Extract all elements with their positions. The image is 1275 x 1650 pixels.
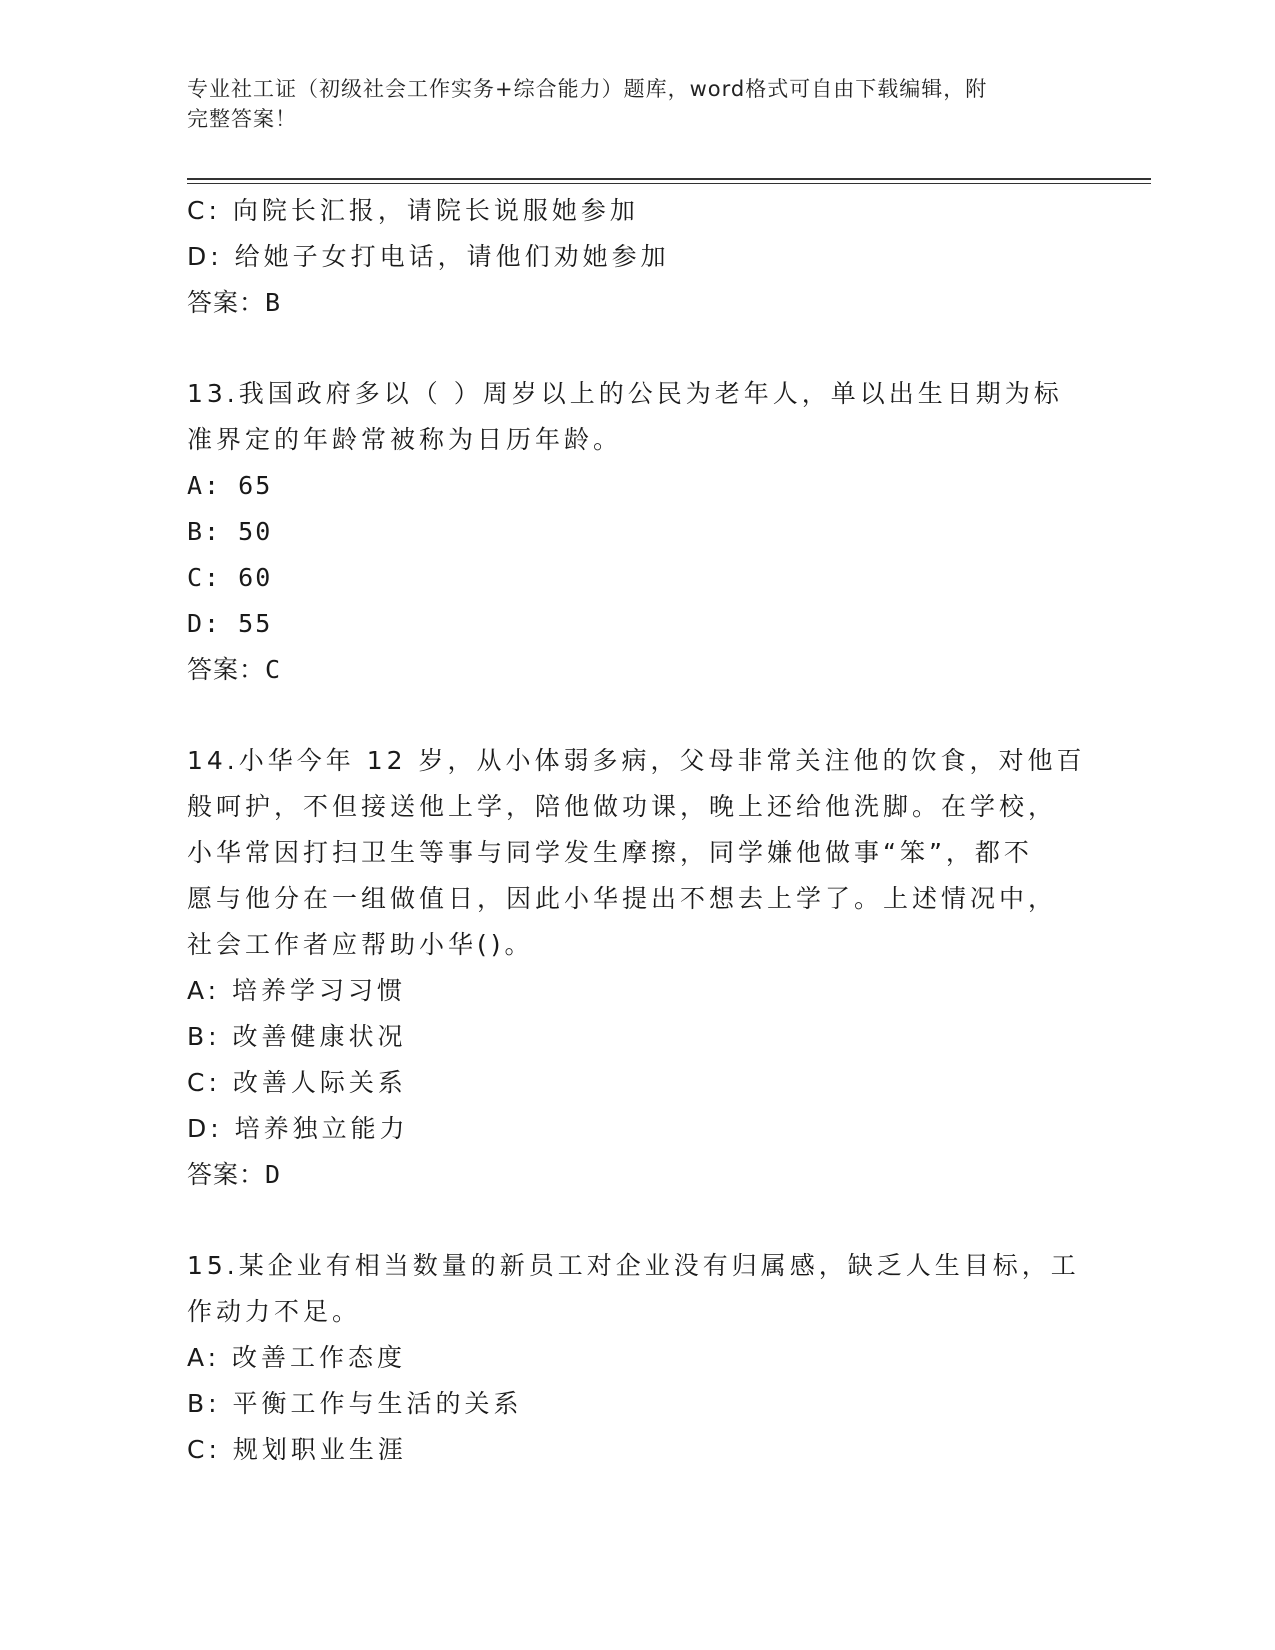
q14-stem-line-3: 小华常因打扫卫生等事与同学发生摩擦，同学嫌他做事“笨”，都不 <box>187 838 1033 867</box>
q14-stem-line-1: 14.小华今年 12 岁，从小体弱多病，父母非常关注他的饮食，对他百 <box>187 746 1086 775</box>
q14-option-a: A: 培养学习习惯 <box>187 976 407 1005</box>
question-12 <box>187 188 1087 326</box>
q14-option-d: D: 培养独立能力 <box>187 1114 409 1143</box>
q13-answer: 答案：C <box>187 655 282 684</box>
q12-option-c: C: 向院长汇报，请院长说服她参加 <box>187 196 639 225</box>
document-header <box>187 74 1087 134</box>
spacer <box>187 693 1087 738</box>
q14-stem-line-2: 般呵护，不但接送他上学，陪他做功课，晚上还给他洗脚。在学校， <box>187 792 1058 821</box>
q13-option-d: D: 55 <box>187 609 273 638</box>
header-line-2: 完整答案！ <box>187 107 297 131</box>
q15-option-b: B: 平衡工作与生活的关系 <box>187 1389 523 1418</box>
q14-answer: 答案：D <box>187 1160 282 1189</box>
spacer <box>187 326 1087 371</box>
spacer <box>187 1198 1087 1243</box>
q14-option-c: C: 改善人际关系 <box>187 1068 407 1097</box>
q15-stem-line-2: 作动力不足。 <box>187 1297 362 1326</box>
header-line-1: 专业社工证（初级社会工作实务+综合能力）题库，word格式可自由下载编辑，附 <box>187 77 988 101</box>
q15-stem-line-1: 15.某企业有相当数量的新员工对企业没有归属感，缺乏人生目标，工 <box>187 1251 1080 1280</box>
question-list <box>187 188 1087 1473</box>
q13-stem-line-2: 准界定的年龄常被称为日历年龄。 <box>187 425 623 454</box>
q13-stem-line-1: 13.我国政府多以（ ）周岁以上的公民为老年人，单以出生日期为标 <box>187 379 1063 408</box>
q13-option-b: B: 50 <box>187 517 273 546</box>
header-divider-thick <box>187 178 1151 180</box>
q12-answer: 答案：B <box>187 288 282 317</box>
question-13 <box>187 371 1087 693</box>
q14-stem-line-5: 社会工作者应帮助小华()。 <box>187 930 534 959</box>
question-15 <box>187 1243 1087 1473</box>
q13-option-a: A: 65 <box>187 471 273 500</box>
q13-option-c: C: 60 <box>187 563 273 592</box>
q12-option-d: D: 给她子女打电话，请他们劝她参加 <box>187 242 670 271</box>
q14-option-b: B: 改善健康状况 <box>187 1022 407 1051</box>
q15-option-c: C: 规划职业生涯 <box>187 1435 407 1464</box>
q14-stem-line-4: 愿与他分在一组做值日，因此小华提出不想去上学了。上述情况中， <box>187 884 1058 913</box>
question-14 <box>187 738 1087 1198</box>
q15-option-a: A: 改善工作态度 <box>187 1343 407 1372</box>
header-divider-thin <box>187 183 1151 184</box>
